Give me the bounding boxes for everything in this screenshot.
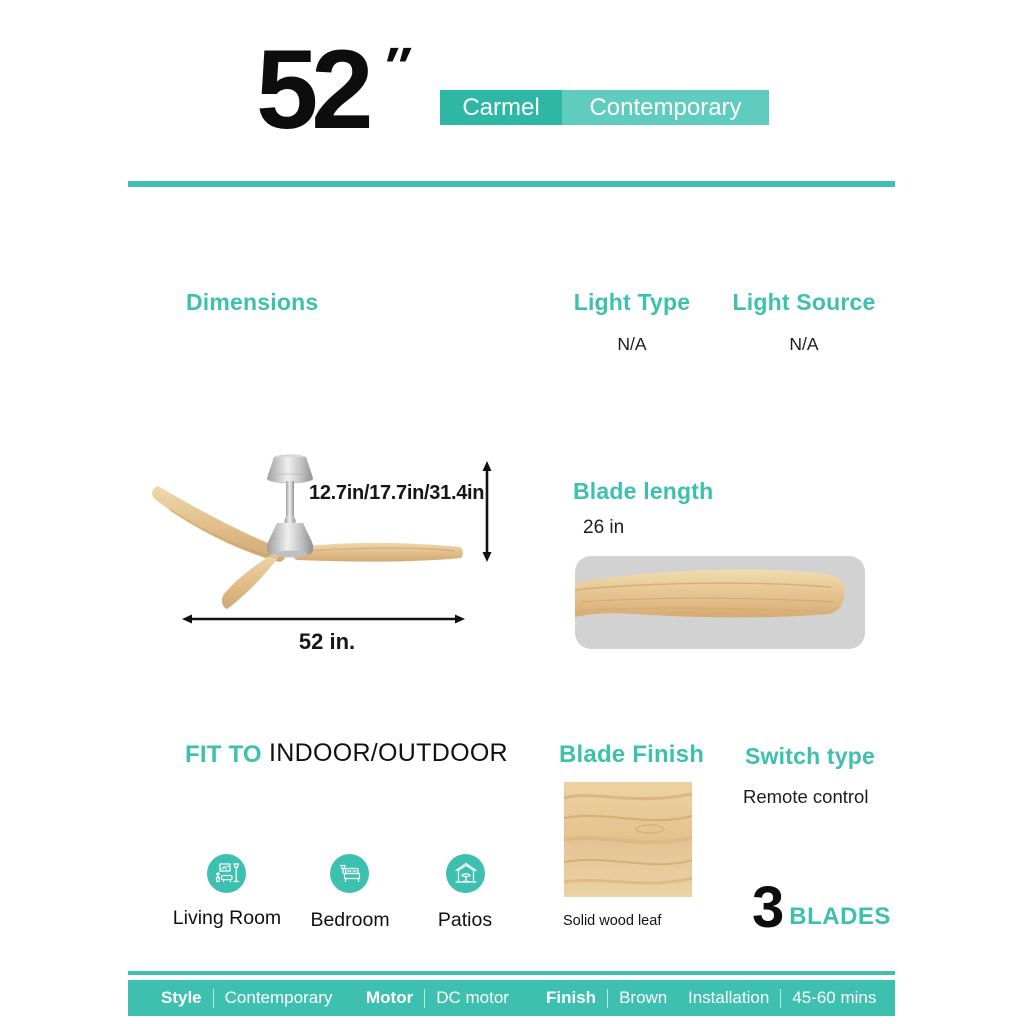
- blade-count: [752, 875, 891, 940]
- footer-style: [161, 980, 332, 1016]
- living-room-icon: [207, 854, 246, 893]
- light-type-value: N/A: [617, 334, 647, 354]
- fan-blade-right: [293, 543, 463, 562]
- blade-image: [575, 556, 865, 649]
- inch-mark: ″: [376, 37, 411, 97]
- fan-size: [256, 27, 411, 152]
- footer-finish-value: Brown: [619, 988, 668, 1007]
- footer-accent-line: [128, 971, 895, 975]
- switch-type-value: Remote control: [743, 786, 869, 807]
- blade-count-label: BLADES: [789, 903, 891, 931]
- dimensions-heading: Dimensions: [186, 289, 319, 315]
- fan-blade-bottom: [222, 552, 280, 609]
- wood-finish-swatch: [564, 782, 692, 897]
- footer-style-label: Style: [161, 988, 202, 1007]
- sweep-label: 52 in.: [298, 629, 356, 654]
- footer-separator: [424, 989, 425, 1008]
- footer-motor-label: Motor: [366, 988, 414, 1007]
- light-type-heading: Light Type: [573, 289, 691, 315]
- fan-blade-left: [152, 486, 285, 562]
- footer-finish-label: Finish: [546, 988, 597, 1007]
- patio-icon: [446, 854, 485, 893]
- downrod: [286, 481, 294, 519]
- blade-count-number: 3: [752, 875, 785, 940]
- model-name: Carmel: [440, 90, 562, 125]
- motor-housing: [268, 523, 312, 542]
- fit-to-heading: FIT TO: [185, 741, 262, 768]
- light-source-heading: Light Source: [732, 289, 876, 315]
- light-source-value: N/A: [789, 334, 819, 354]
- footer-installation: [688, 980, 876, 1016]
- footer-style-value: Contemporary: [224, 988, 333, 1007]
- model-badge: [440, 90, 769, 125]
- drop-height-label: 12.7in/17.7in/31.4in: [309, 482, 485, 504]
- bedroom-label: Bedroom: [310, 909, 390, 931]
- footer-installation-label: Installation: [688, 988, 770, 1007]
- model-style: Contemporary: [562, 90, 769, 125]
- living-room-label: Living Room: [172, 907, 282, 929]
- light-type-block: [560, 289, 704, 355]
- footer-separator: [607, 989, 608, 1008]
- bedroom-icon: [330, 854, 369, 893]
- top-divider: [128, 181, 895, 187]
- footer-motor-value: DC motor: [436, 988, 509, 1007]
- footer-finish: [546, 980, 667, 1016]
- footer-installation-value: 45-60 mins: [792, 988, 877, 1007]
- footer-separator: [780, 989, 781, 1008]
- fan-size-number: 52: [256, 27, 367, 152]
- finish-caption: Solid wood leaf: [563, 913, 662, 929]
- blade-finish-heading: Blade Finish: [559, 741, 705, 768]
- blade-length-value: 26 in: [583, 517, 625, 538]
- fit-to-value: INDOOR/OUTDOOR: [269, 739, 508, 767]
- switch-type-heading: Switch type: [745, 743, 876, 769]
- light-source-block: [725, 289, 883, 355]
- patios-label: Patios: [437, 909, 493, 931]
- footer-motor: [366, 980, 509, 1016]
- blade-length-heading: Blade length: [573, 478, 714, 504]
- footer-spec-bar: [128, 980, 895, 1016]
- blade-image-panel: [575, 556, 865, 649]
- footer-separator: [213, 989, 214, 1008]
